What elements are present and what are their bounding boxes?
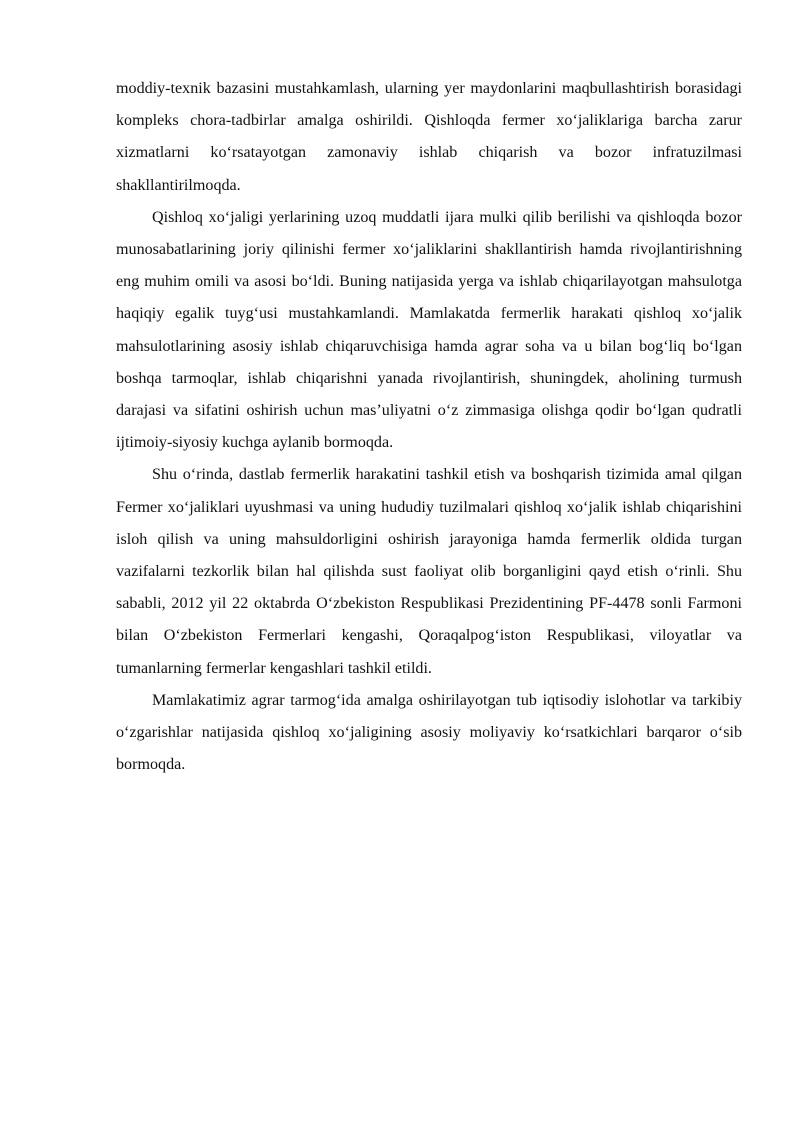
paragraph-2: Qishloq xo‘jaligi yerlarining uzoq muddatli ijara mulki qilib berilishi va qishloqda bozor munosabatlarining joriy qilinishi fermer xo‘jaliklarini shakllantirish hamda rivojlantirishning eng muhim omili va asosi bo‘ldi. Buning natijasida yerga va ishlab chiqarilayotgan mahsulotga haqiqiy egalik tuyg‘usi mustahkamlandi. Mamlakatda fermerlik harakati qishloq xo‘jalik mahsulotlarining asosiy ishlab chiqaruvchisiga hamda agrar soha va u bilan bog‘liq bo‘lgan boshqa tarmoqlar, ishlab chiqarishni yanada rivojlantirish, shuningdek, aholining turmush darajasi va sifatini oshirish uchun mas’uliyatni o‘z zimmasiga olishga qodir bo‘lgan qudratli ijtimoiy-siyosiy kuchga aylanib bormoqda. bbox=[116, 208, 742, 452]
paragraph-4: Mamlakatimiz agrar tarmog‘ida amalga oshirilayotgan tub iqtisodiy islohotlar va tarkibiy o‘zgarishlar natijasida qishloq xo‘jaligining asosiy moliyaviy ko‘rsatkichlari barqaror o‘sib bormoqda. bbox=[116, 691, 742, 774]
paragraph-3: Shu o‘rinda, dastlab fermerlik harakatini tashkil etish va boshqarish tizimida amal qilgan Fermer xo‘jaliklari uyushmasi va uning hududiy tuzilmalari qishloq xo‘jalik ishlab chiqarishini isloh qilish va uning mahsuldorligini oshirish jarayoniga hamda fermerlik oldida turgan vazifalarni tezkorlik bilan hal qilishda sust faoliyat olib borganligini qayd etish o‘rinli. Shu sababli, 2012 yil 22 oktabrda O‘zbekiston Respublikasi Prezidentining PF-4478 sonli Farmoni bilan O‘zbekiston Fermerlari kengashi, Qoraqalpog‘iston Respublikasi, viloyatlar va tumanlarning fermerlar kengashlari tashkil etildi. bbox=[116, 466, 742, 677]
paragraph-1: moddiy-texnik bazasini mustahkamlash, ularning yer maydonlarini maqbullashtirish borasidagi kompleks chora-tadbirlar amalga oshirildi. Qishloqda fermer xo‘jaliklariga barcha zarur xizmatlarni ko‘rsatayotgan zamonaviy ishlab chiqarish va bozor infratuzilmasi shakllantirilmoqda. bbox=[116, 80, 742, 194]
document-page bbox=[116, 73, 742, 781]
